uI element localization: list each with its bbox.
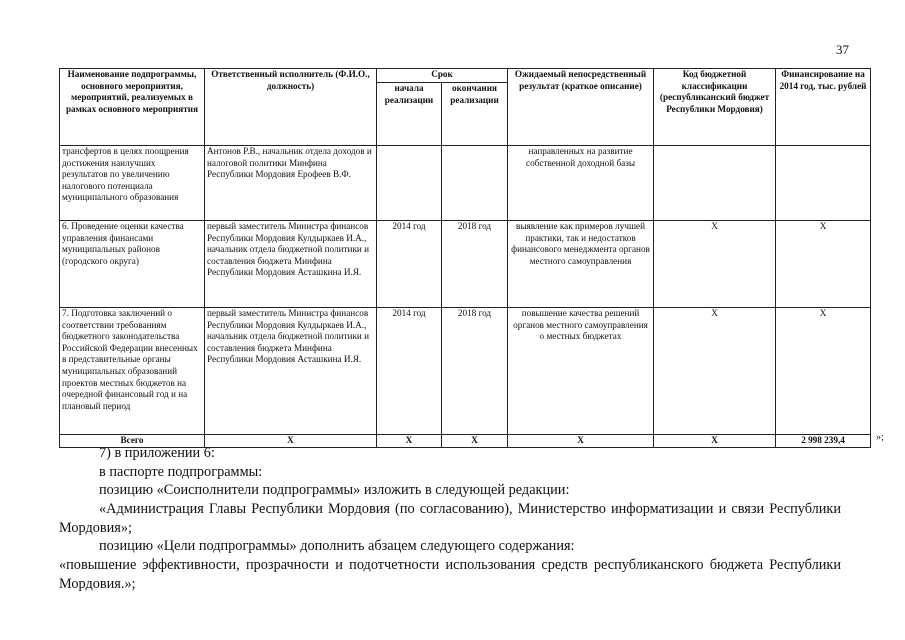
- total-end: X: [442, 435, 508, 448]
- cell-end: 2018 год: [442, 221, 508, 308]
- cell-financing: X: [776, 221, 871, 308]
- cell-expected: повышение качества решений органов местного самоуправления о местных бюджетах: [508, 308, 654, 435]
- cell-name: 6. Проведение оценки качества управления финансами муниципальных районов (городского округа): [60, 221, 205, 308]
- cell-start: 2014 год: [377, 308, 442, 435]
- cell-code: X: [654, 221, 776, 308]
- cell-start: 2014 год: [377, 221, 442, 308]
- table-row: [60, 308, 871, 435]
- cell-financing: [776, 146, 871, 221]
- cell-name: 7. Подготовка заключений о соответствии требованиям бюджетного законодательства Российской Федерации внесенных в представительные органы муниципальных образований проектов местных бюджетов на очередной финансовый год и на плановый период: [60, 308, 205, 435]
- table-header-row: [60, 69, 871, 83]
- total-expected: X: [508, 435, 654, 448]
- cell-start: [377, 146, 442, 221]
- header-expected: Ожидаемый непосредственный результат (краткое описание): [508, 69, 654, 146]
- header-term-end: окончания реализации: [442, 83, 508, 146]
- cell-code: [654, 146, 776, 221]
- paragraph-coexecutors: позицию «Соисполнители подпрограммы» изложить в следующей редакции:: [99, 482, 570, 498]
- cell-expected: направленных на развитие собственной доходной базы: [508, 146, 654, 221]
- paragraph-administration: «Администрация Главы Республики Мордовия (по согласованию), Министерство информатизации и связи Республики Мордовия»;: [59, 501, 841, 536]
- page-number: 37: [836, 42, 849, 57]
- header-term-start: начала реализации: [377, 83, 442, 146]
- paragraph-passport: в паспорте подпрограммы:: [99, 464, 263, 480]
- paragraph-appendix: 7) в приложении 6:: [99, 445, 215, 461]
- cell-responsible: первый заместитель Министра финансов Республики Мордовия Кулдыркаев И.А., начальник отдела бюджетной политики и составления бюджета Минфина Республики Мордовия Асташкина И.Я.: [205, 308, 377, 435]
- cell-responsible: Антонов Р.В., начальник отдела доходов и налоговой политики Минфина Республики Мордовия Ерофеев В.Ф.: [205, 146, 377, 221]
- table-row: [60, 146, 871, 221]
- cell-end: [442, 146, 508, 221]
- total-financing: 2 998 239,4: [776, 435, 871, 448]
- total-responsible: X: [205, 435, 377, 448]
- header-term: Срок: [377, 69, 508, 83]
- header-name: Наименование подпрограммы, основного мероприятия, мероприятий, реализуемых в рамках основного мероприятия: [60, 69, 205, 146]
- total-label: Всего: [60, 435, 205, 448]
- header-code: Код бюджетной классификации (республиканский бюджет Республики Мордовия): [654, 69, 776, 146]
- activities-table: [59, 68, 871, 448]
- paragraph-goals-text: «повышение эффективности, прозрачности и подотчетности использования средств республиканского бюджета Республики Мордовия.»;: [59, 557, 841, 592]
- cell-code: X: [654, 308, 776, 435]
- table-closing-quote: »;: [876, 432, 884, 443]
- table-row: [60, 221, 871, 308]
- total-code: X: [654, 435, 776, 448]
- header-responsible: Ответственный исполнитель (Ф.И.О., должность): [205, 69, 377, 146]
- cell-end: 2018 год: [442, 308, 508, 435]
- paragraph-goals: позицию «Цели подпрограммы» дополнить абзацем следующего содержания:: [99, 538, 575, 554]
- cell-name: трансфертов в целях поощрения достижения наилучших результатов по увеличению налогового потенциала муниципального образования: [60, 146, 205, 221]
- total-start: X: [377, 435, 442, 448]
- cell-responsible: первый заместитель Министра финансов Республики Мордовия Кулдыркаев И.А., начальник отдела бюджетной политики и составления бюджета Минфина Республики Мордовия Асташкина И.Я.: [205, 221, 377, 308]
- cell-financing: X: [776, 308, 871, 435]
- cell-expected: выявление как примеров лучшей практики, так и недостатков финансового менеджмента органов местного самоуправления: [508, 221, 654, 308]
- header-financing: Финансирование на 2014 год, тыс. рублей: [776, 69, 871, 146]
